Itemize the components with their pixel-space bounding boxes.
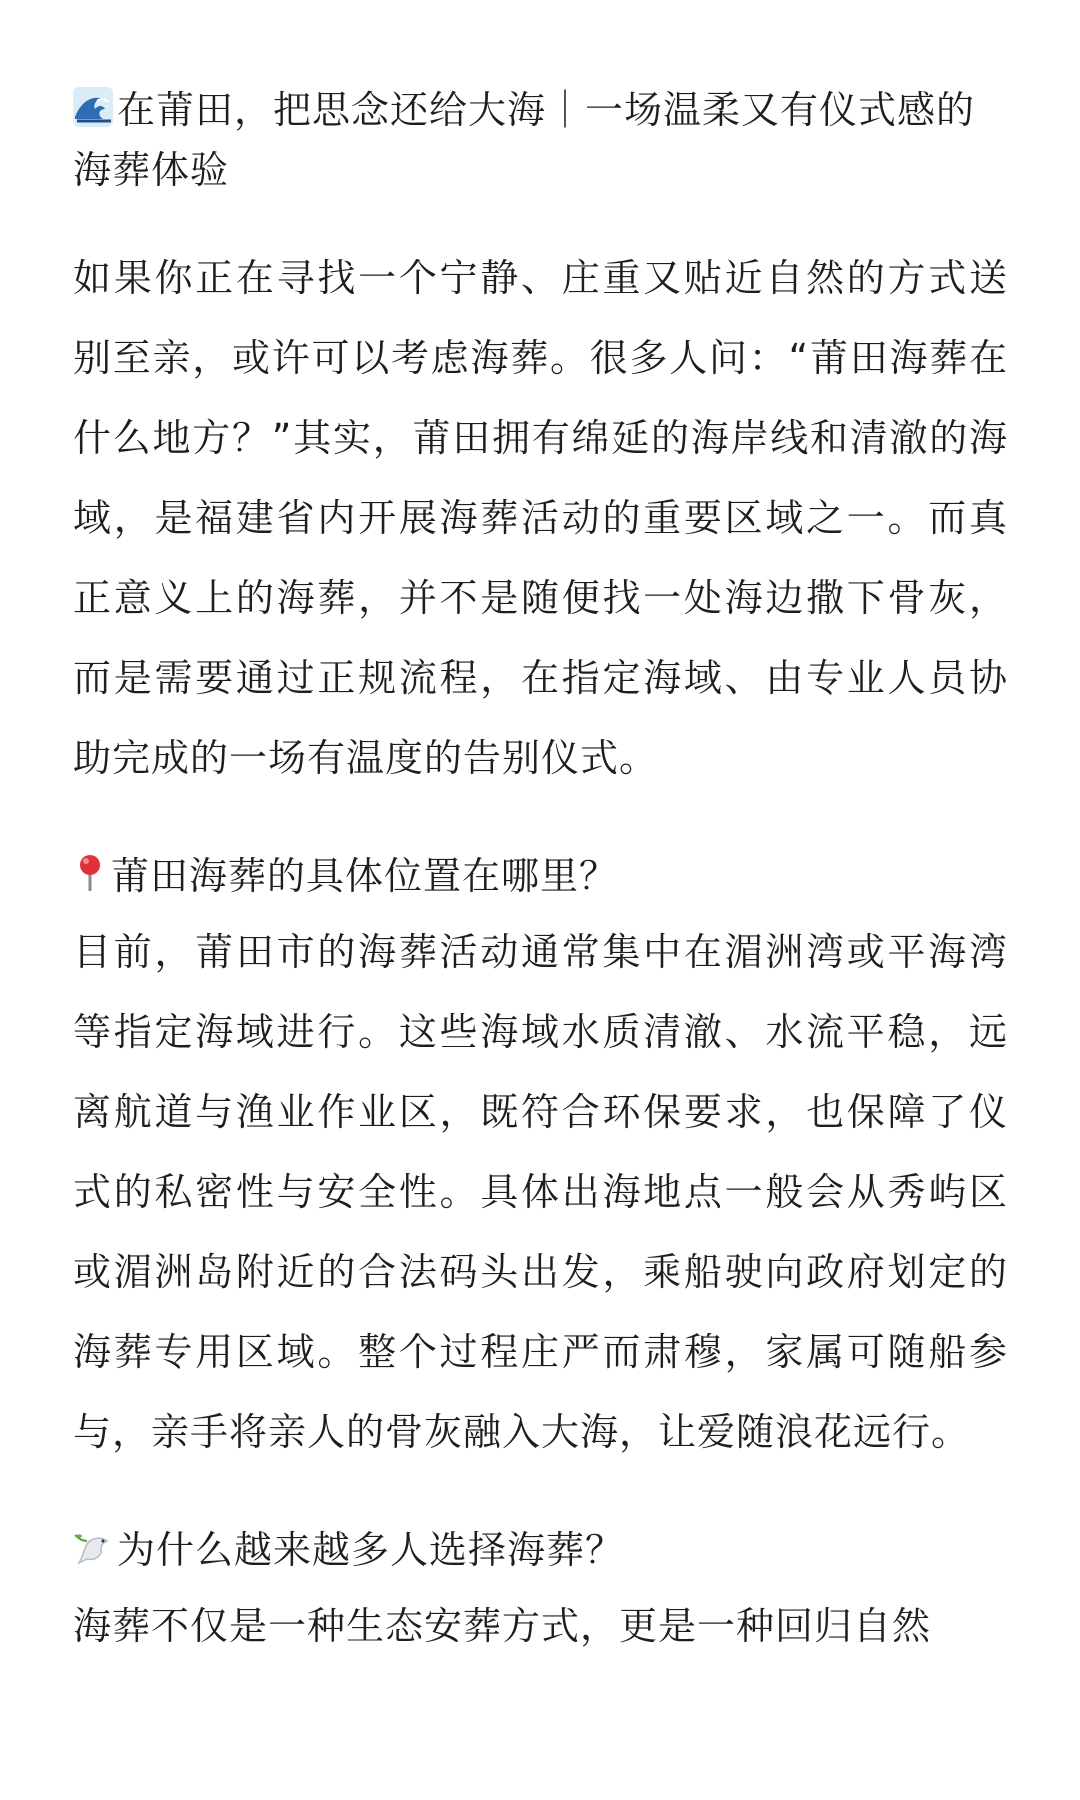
- article: [73, 80, 1008, 1704]
- post-title: [73, 80, 1008, 200]
- section-body-location: 目前，莆田市的海葬活动通常集中在湄洲湾或平海湾等指定海域进行。这些海域水质清澈、水流平稳，远离航道与渔业作业区，既符合环保要求，也保障了仪式的私密性与安全性。具体出海地点一般会从秀屿区或湄洲岛附近的合法码头出发，乘船驶向政府划定的海葬专用区域。整个过程庄严而肃穆，家属可随船参与，亲手将亲人的骨灰融入大海，让爱随浪花远行。: [73, 930, 1008, 1454]
- wave-icon: [73, 87, 113, 127]
- section-heading-text: 莆田海葬的具体位置在哪里？: [111, 854, 619, 898]
- post-title-text: 在莆田，把思念还给大海｜一场温柔又有仪式感的海葬体验: [73, 88, 976, 192]
- dove-icon: [73, 1527, 113, 1567]
- intro-paragraph: 如果你正在寻找一个宁静、庄重又贴近自然的方式送别至亲，或许可以考虑海葬。很多人问：“莆田海葬在什么地方？”其实，莆田拥有绵延的海岸线和清澈的海域，是福建省内开展海葬活动的重要区域之一。而真正意义上的海葬，并不是随便找一处海边撒下骨灰，而是需要通过正规流程，在指定海域、由专业人员协助完成的一场有温度的告别仪式。: [73, 256, 1008, 780]
- section-heading-location: [73, 836, 1008, 916]
- round-pushpin-icon: [73, 853, 107, 893]
- section-body-reasons: 海葬不仅是一种生态安葬方式，更是一种回归自然: [73, 1604, 932, 1648]
- section-heading-reasons: [73, 1510, 1008, 1590]
- section-heading-text: 为什么越来越多人选择海葬？: [117, 1528, 625, 1572]
